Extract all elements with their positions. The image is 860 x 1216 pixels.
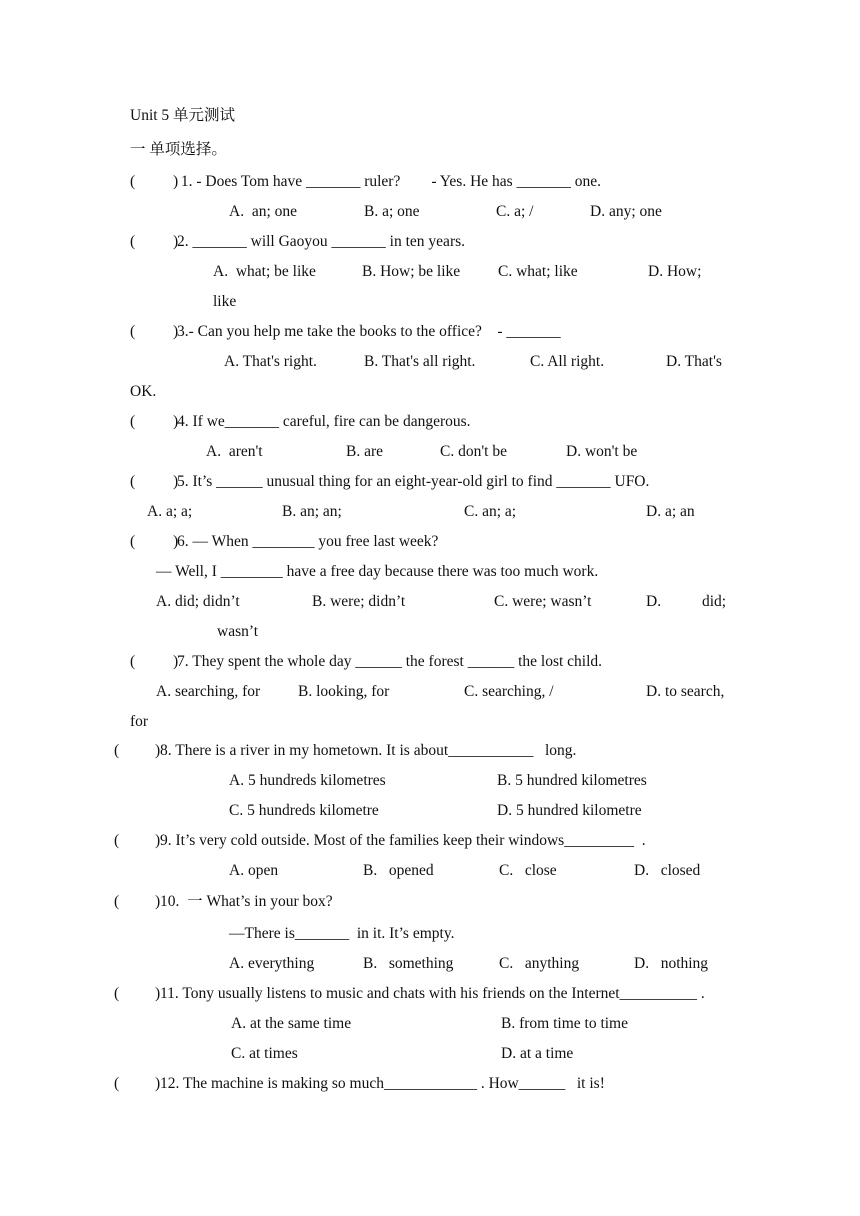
question-stem: 11. Tony usually listens to music and chats with his friends on the Internet__________ .	[160, 985, 705, 1002]
option-c: C. 5 hundreds kilometre	[229, 802, 379, 819]
option-d: D. at a time	[501, 1045, 574, 1062]
answer-paren-open: (	[130, 323, 136, 340]
question-stem: 6. — When ________ you free last week?	[177, 533, 439, 550]
answer-paren-open: (	[130, 473, 136, 490]
option-d: D. a; an	[646, 503, 695, 520]
option-d-text: did;	[702, 593, 727, 610]
answer-paren-open: (	[114, 893, 120, 910]
answer-paren-close: )	[155, 1075, 161, 1092]
option-c: C. were; wasn’t	[494, 593, 592, 610]
option-d: D. 5 hundred kilometre	[497, 802, 642, 819]
question-stem: 7. They spent the whole day ______ the forest ______ the lost child.	[177, 653, 603, 670]
option-b: B. something	[363, 955, 454, 972]
option-d-wrap: for	[130, 713, 149, 730]
option-b: B. opened	[363, 862, 434, 879]
option-c: C. what; like	[498, 263, 578, 280]
option-b: B. looking, for	[298, 683, 390, 700]
option-b: B. That's all right.	[364, 353, 476, 370]
option-d: D. to search,	[646, 683, 725, 700]
answer-paren-open: (	[114, 832, 120, 849]
option-d: D. How;	[648, 263, 702, 280]
answer-paren-open: (	[114, 742, 120, 759]
answer-paren-close: )	[155, 742, 161, 759]
option-a: A. everything	[229, 955, 315, 972]
answer-paren-open: (	[130, 233, 136, 250]
option-d-wrap: wasn’t	[217, 623, 259, 640]
question-stem: 3.- Can you help me take the books to the office? - _______	[177, 323, 561, 340]
option-a: A. an; one	[229, 203, 298, 220]
answer-paren-open: (	[130, 173, 136, 190]
section-heading: 一 单项选择。	[130, 141, 227, 158]
question-stem: 9. It’s very cold outside. Most of the families keep their windows_________ .	[160, 832, 646, 849]
option-a: A. open	[229, 862, 279, 879]
option-a: A. That's right.	[224, 353, 317, 370]
option-c: C. a; /	[496, 203, 534, 220]
option-d: D. won't be	[566, 443, 638, 460]
option-a: A. a; a;	[147, 503, 193, 520]
answer-paren-close: )	[173, 323, 179, 340]
answer-paren-close: )	[155, 832, 161, 849]
option-a: A. what; be like	[213, 263, 316, 280]
option-b: B. a; one	[364, 203, 420, 220]
option-d: D. closed	[634, 862, 701, 879]
question-stem: 4. If we_______ careful, fire can be dangerous.	[177, 413, 471, 430]
option-c: C. an; a;	[464, 503, 517, 520]
answer-paren-close: )	[173, 533, 179, 550]
question-stem: 2. _______ will Gaoyou _______ in ten years.	[177, 233, 466, 250]
option-b: B. are	[346, 443, 384, 460]
answer-paren-open: (	[114, 1075, 120, 1092]
option-b: B. were; didn’t	[312, 593, 406, 610]
option-c: C. don't be	[440, 443, 507, 460]
answer-paren-close: )	[173, 653, 179, 670]
answer-paren-close: )	[173, 233, 179, 250]
question-stem: 5. It’s ______ unusual thing for an eight-year-old girl to find _______ UFO.	[177, 473, 650, 490]
option-b: B. an; an;	[282, 503, 342, 520]
option-c: C. searching, /	[464, 683, 554, 700]
question-stem: 1. - Does Tom have _______ ruler? - Yes. He has _______ one.	[177, 173, 601, 190]
option-a: A. searching, for	[156, 683, 261, 700]
page-title: Unit 5 单元测试	[130, 107, 236, 124]
option-c: C. close	[499, 862, 557, 879]
answer-paren-close: )	[155, 985, 161, 1002]
option-a: A. did; didn’t	[156, 593, 240, 610]
option-a: A. aren't	[206, 443, 263, 460]
answer-paren-open: (	[114, 985, 120, 1002]
option-d: D.	[646, 593, 662, 610]
question-stem: 8. There is a river in my hometown. It is about___________ long.	[160, 742, 577, 759]
option-c: C. at times	[231, 1045, 298, 1062]
option-d-wrap: like	[213, 293, 237, 310]
option-b: B. from time to time	[501, 1015, 628, 1032]
answer-paren-open: (	[130, 653, 136, 670]
option-d-wrap: OK.	[130, 383, 157, 400]
question-stem: 12. The machine is making so much____________ . How______ it is!	[160, 1075, 605, 1092]
answer-paren-open: (	[130, 413, 136, 430]
option-c: C. anything	[499, 955, 580, 972]
answer-paren-close: )	[155, 893, 161, 910]
option-b: B. How; be like	[362, 263, 461, 280]
answer-paren-close: )	[173, 413, 179, 430]
answer-paren-open: (	[130, 533, 136, 550]
option-d: D. any; one	[590, 203, 662, 220]
option-b: B. 5 hundred kilometres	[497, 772, 647, 789]
question-line-2: —There is_______ in it. It’s empty.	[229, 925, 455, 942]
option-d: D. That's	[666, 353, 722, 370]
answer-paren-close: )	[173, 473, 179, 490]
option-a: A. 5 hundreds kilometres	[229, 772, 386, 789]
question-line-2: — Well, I ________ have a free day because there was too much work.	[156, 563, 599, 580]
question-stem: 10. 一 What’s in your box?	[160, 893, 333, 910]
option-d: D. nothing	[634, 955, 709, 972]
option-a: A. at the same time	[231, 1015, 352, 1032]
answer-paren-close: )	[173, 173, 179, 190]
option-c: C. All right.	[530, 353, 605, 370]
